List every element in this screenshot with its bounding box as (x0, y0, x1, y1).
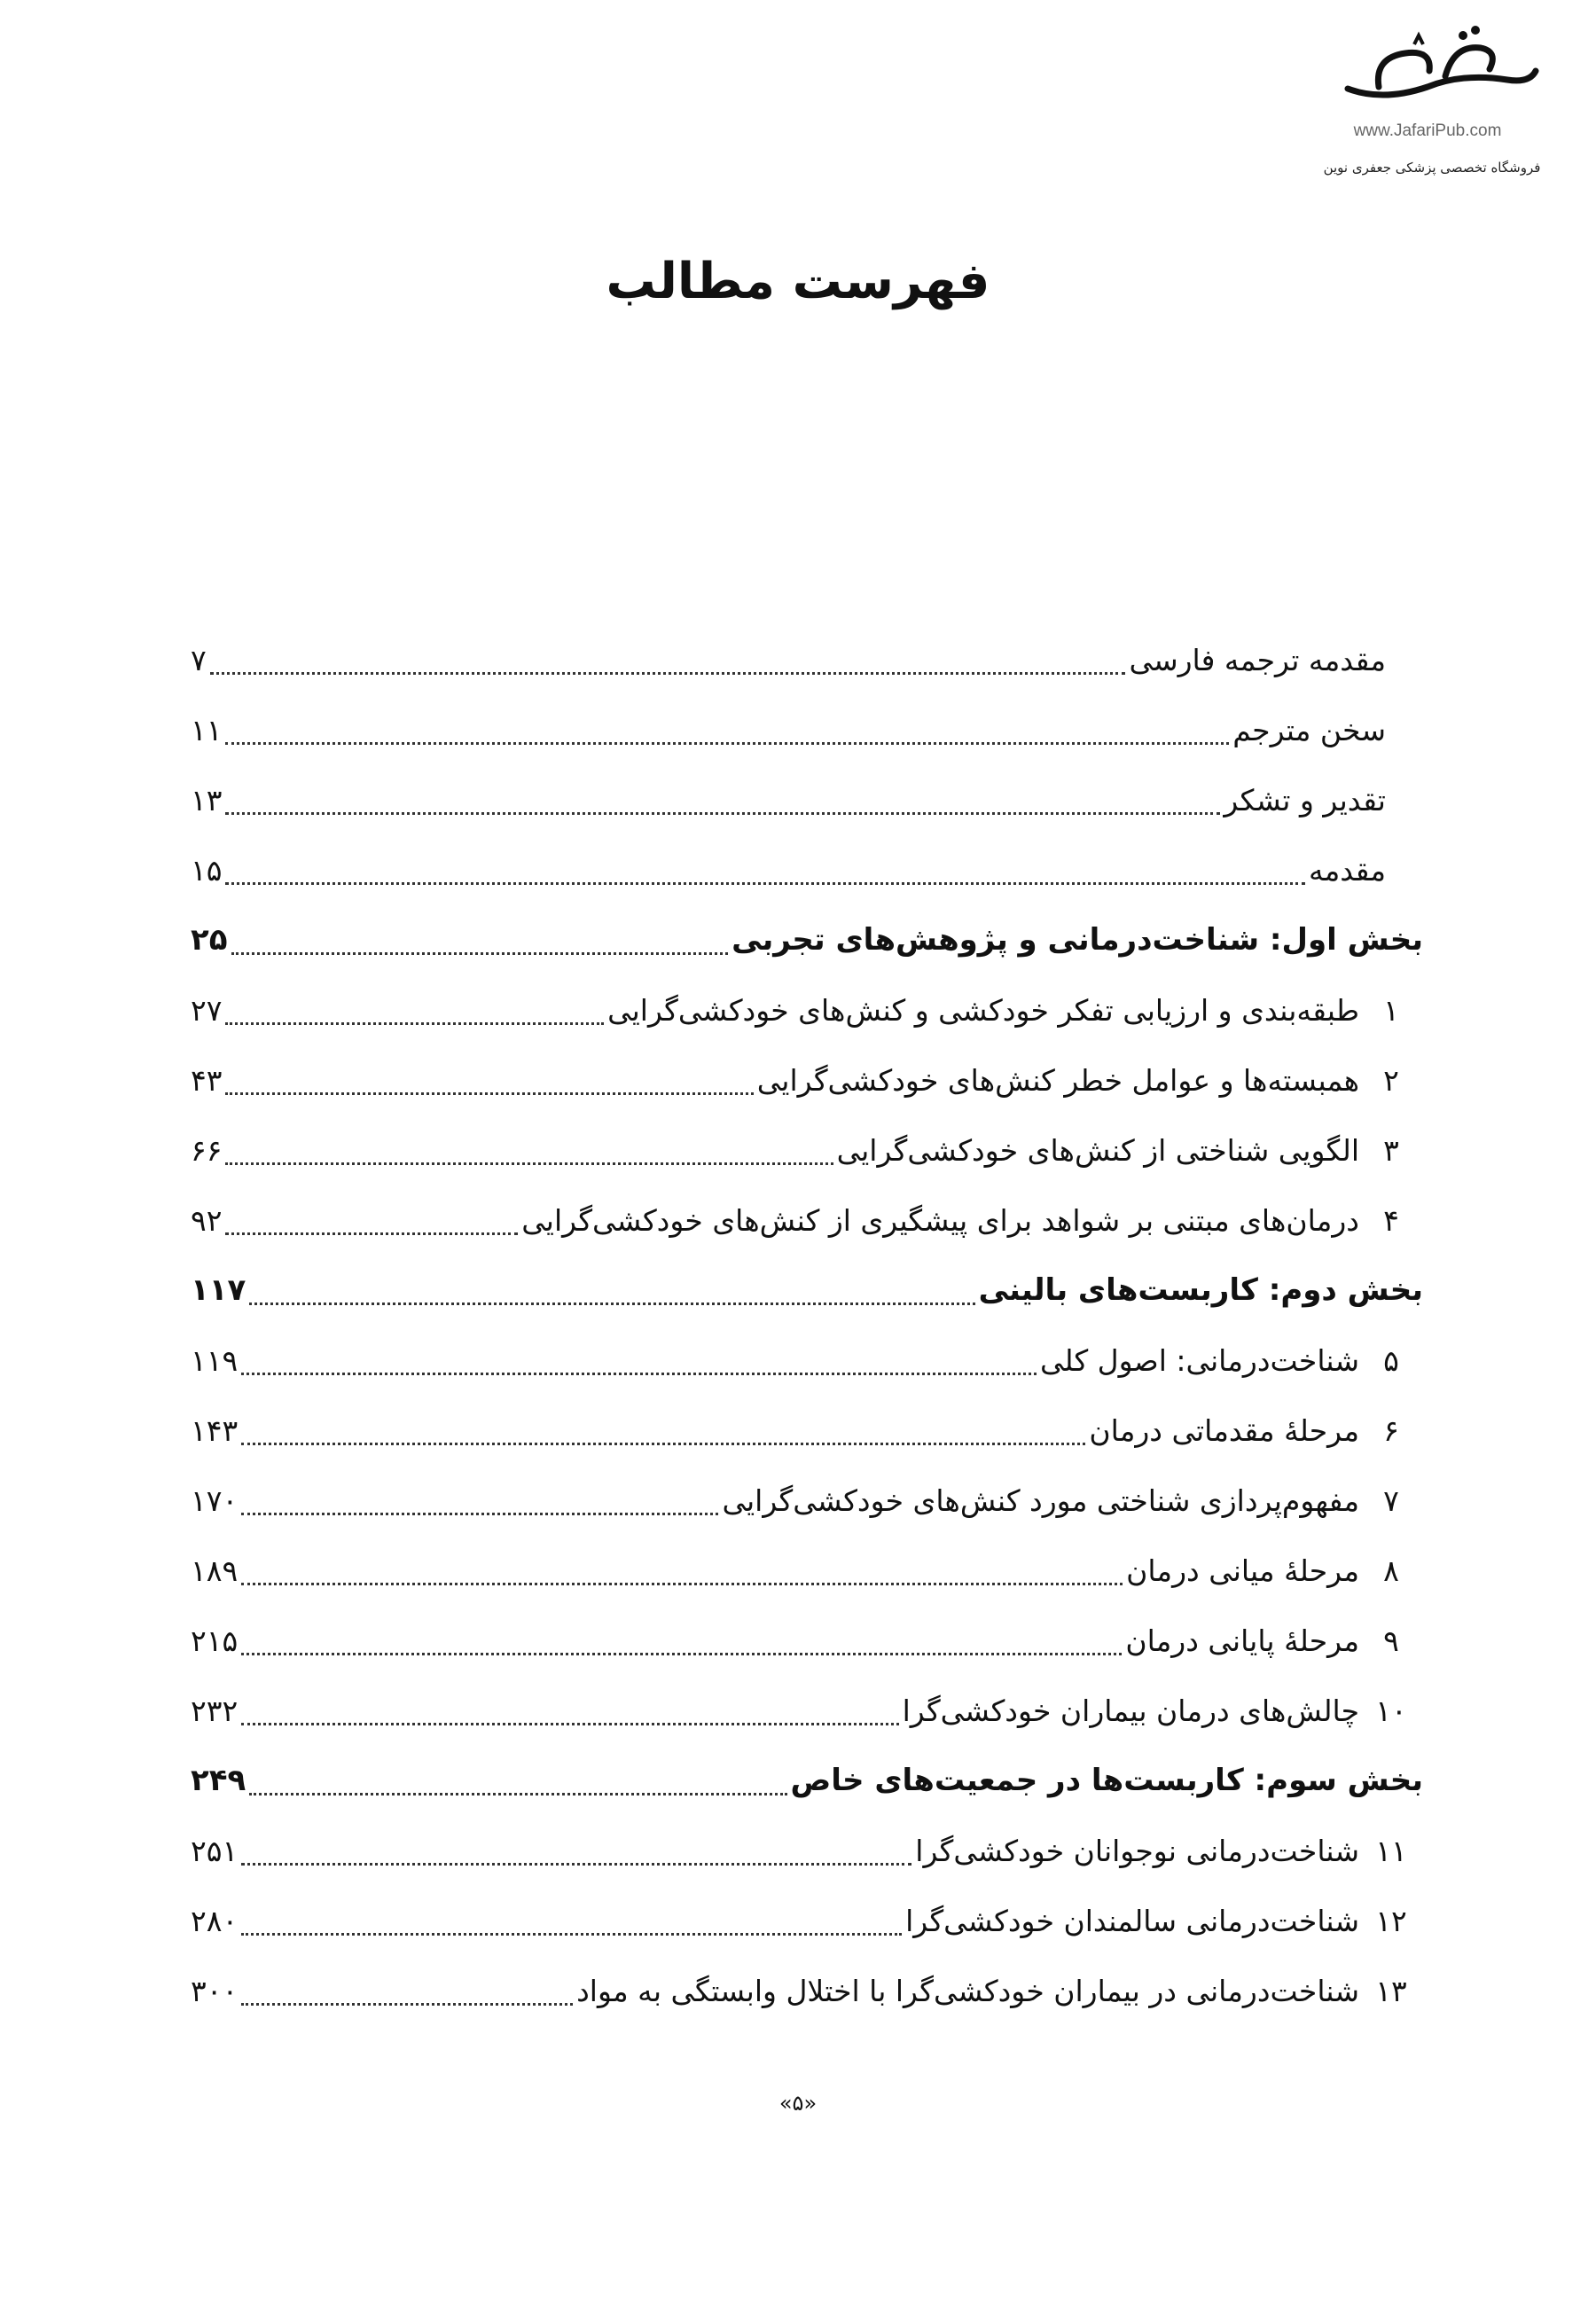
toc-entry-title: مرحلۀ پایانی درمان (1125, 1623, 1359, 1658)
toc-dot-leader (225, 881, 1304, 885)
toc-page-number: ۱۳ (191, 783, 223, 818)
toc-entry-title: همبسته‌ها و عوامل خطر کنش‌های خودکشی‌گرایی (756, 1063, 1359, 1098)
toc-section-heading[interactable] (191, 905, 1423, 975)
toc-dot-leader (241, 1722, 898, 1725)
toc-entry-title: شناخت‌درمانی در بیماران خودکشی‌گرا با اختلال وابستگی به مواد (576, 1974, 1359, 2008)
toc-entry-number: ۸ (1383, 1553, 1399, 1588)
toc-entry[interactable] (191, 1115, 1423, 1185)
toc-dot-leader (225, 1021, 604, 1025)
toc-entry-title: بخش دوم: کاربست‌های بالینی (978, 1272, 1423, 1308)
toc-dot-leader (225, 811, 1220, 815)
toc-page-number: ۶۶ (191, 1133, 223, 1168)
page-title: فهرست مطالب (606, 253, 990, 310)
toc-page-number: ۲۸۰ (191, 1904, 239, 1938)
publisher-logo (1295, 18, 1578, 177)
toc-page-number: ۱۸۹ (191, 1553, 239, 1588)
toc-entry-title: شناخت‌درمانی سالمندان خودکشی‌گرا (905, 1904, 1359, 1938)
toc-entry-title: مرحلۀ مقدماتی درمان (1089, 1413, 1359, 1448)
toc-dot-leader (231, 951, 729, 955)
toc-page-number: ۱۷۰ (191, 1483, 239, 1518)
toc-entry-title: مرحلۀ میانی درمان (1126, 1553, 1359, 1588)
toc-dot-leader (249, 1302, 974, 1305)
toc-page-number: ۲۴۹ (191, 1763, 246, 1798)
toc-entry[interactable] (191, 1045, 1423, 1115)
toc-entry[interactable] (191, 1536, 1423, 1606)
toc-entry-number: ۴ (1383, 1203, 1399, 1238)
toc-page-number: ۲۱۵ (191, 1623, 239, 1658)
toc-entry[interactable] (191, 1816, 1423, 1886)
toc-section-heading[interactable] (191, 1256, 1423, 1326)
toc-section-heading[interactable] (191, 1746, 1423, 1816)
toc-entry[interactable] (191, 765, 1423, 835)
toc-entry-number: ۱۰ (1375, 1694, 1407, 1728)
toc-page-number: ۱۱۹ (191, 1343, 239, 1378)
toc-dot-leader (225, 1232, 518, 1235)
toc-entry[interactable] (191, 625, 1423, 695)
toc-entry-number: ۱۱ (1375, 1834, 1407, 1868)
table-of-contents (191, 625, 1423, 2026)
toc-dot-leader (241, 1582, 1123, 1585)
toc-entry[interactable] (191, 1466, 1423, 1536)
toc-page-number: ۳۰۰ (191, 1974, 239, 2008)
toc-entry-number: ۳ (1383, 1133, 1399, 1168)
toc-entry-title: طبقه‌بندی و ارزیابی تفکر خودکشی و کنش‌های خودکشی‌گرایی (607, 993, 1359, 1028)
toc-dot-leader (241, 1372, 1037, 1375)
toc-page-number: ۹۲ (191, 1203, 223, 1238)
page-number: «۵» (778, 2091, 818, 2116)
toc-entry-title: شناخت‌درمانی نوجوانان خودکشی‌گرا (915, 1834, 1359, 1868)
publisher-logo-icon (1330, 18, 1543, 115)
toc-entry[interactable] (191, 1956, 1423, 2026)
toc-dot-leader (241, 1862, 911, 1866)
toc-page-number: ۴۳ (191, 1063, 223, 1098)
toc-entry[interactable] (191, 1396, 1423, 1466)
toc-entry-number: ۱۳ (1375, 1974, 1407, 2008)
toc-entry-title: درمان‌های مبتنی بر شواهد برای پیشگیری از کنش‌های خودکشی‌گرایی (521, 1203, 1359, 1238)
toc-dot-leader (225, 1162, 833, 1165)
toc-dot-leader (210, 671, 1126, 675)
publisher-shop-name: فروشگاه تخصصی پزشکی جعفری نوین (1323, 160, 1541, 176)
toc-entry-title: تقدیر و تشکر (1224, 783, 1386, 818)
toc-entry-title: الگویی شناختی از کنش‌های خودکشی‌گرایی (836, 1133, 1359, 1168)
toc-entry-number: ۲ (1383, 1063, 1399, 1098)
toc-entry-title: سخن مترجم (1232, 713, 1386, 747)
toc-page-number: ۱۴۳ (191, 1413, 239, 1448)
toc-dot-leader (241, 1932, 902, 1936)
toc-entry-number: ۱۲ (1375, 1904, 1407, 1938)
toc-page-number: ۱۵ (191, 853, 223, 888)
toc-entry[interactable] (191, 695, 1423, 765)
toc-entry-title: مقدمه ترجمه فارسی (1129, 643, 1386, 677)
toc-dot-leader (249, 1792, 786, 1795)
toc-page-number: ۲۳۲ (191, 1694, 239, 1728)
toc-dot-leader (225, 1091, 753, 1095)
toc-entry-title: مقدمه (1308, 853, 1386, 888)
toc-entry[interactable] (191, 1606, 1423, 1676)
toc-page-number: ۱۱۷ (191, 1272, 246, 1308)
toc-entry[interactable] (191, 1326, 1423, 1396)
toc-page-number: ۲۵ (191, 922, 228, 958)
toc-entry[interactable] (191, 1886, 1423, 1956)
toc-entry-number: ۶ (1383, 1413, 1399, 1448)
toc-entry-number: ۵ (1383, 1343, 1399, 1378)
toc-dot-leader (241, 2002, 573, 2006)
publisher-url[interactable]: www.JafariPub.com (1353, 121, 1502, 140)
toc-dot-leader (241, 1652, 1122, 1655)
toc-entry[interactable] (191, 835, 1423, 905)
toc-entry[interactable] (191, 1676, 1423, 1746)
toc-page-number: ۲۷ (191, 993, 223, 1028)
toc-dot-leader (225, 741, 1229, 745)
toc-entry-title: بخش اول: شناخت‌درمانی و پژوهش‌های تجربی (732, 922, 1423, 958)
toc-dot-leader (241, 1512, 718, 1515)
toc-dot-leader (241, 1442, 1085, 1445)
toc-entry-title: شناخت‌درمانی: اصول کلی (1040, 1343, 1359, 1378)
toc-entry-number: ۱ (1383, 993, 1399, 1028)
toc-page-number: ۱۱ (191, 713, 223, 747)
toc-entry-title: چالش‌های درمان بیماران خودکشی‌گرا (902, 1694, 1359, 1728)
toc-entry-number: ۹ (1383, 1623, 1399, 1658)
toc-page-number: ۲۵۱ (191, 1834, 239, 1868)
toc-page-number: ۷ (191, 643, 207, 677)
toc-entry[interactable] (191, 1185, 1423, 1256)
toc-entry-title: مفهوم‌پردازی شناختی مورد کنش‌های خودکشی‌گرایی (722, 1483, 1359, 1518)
toc-entry[interactable] (191, 975, 1423, 1045)
toc-entry-title: بخش سوم: کاربست‌ها در جمعیت‌های خاص (790, 1763, 1423, 1798)
toc-entry-number: ۷ (1383, 1483, 1399, 1518)
